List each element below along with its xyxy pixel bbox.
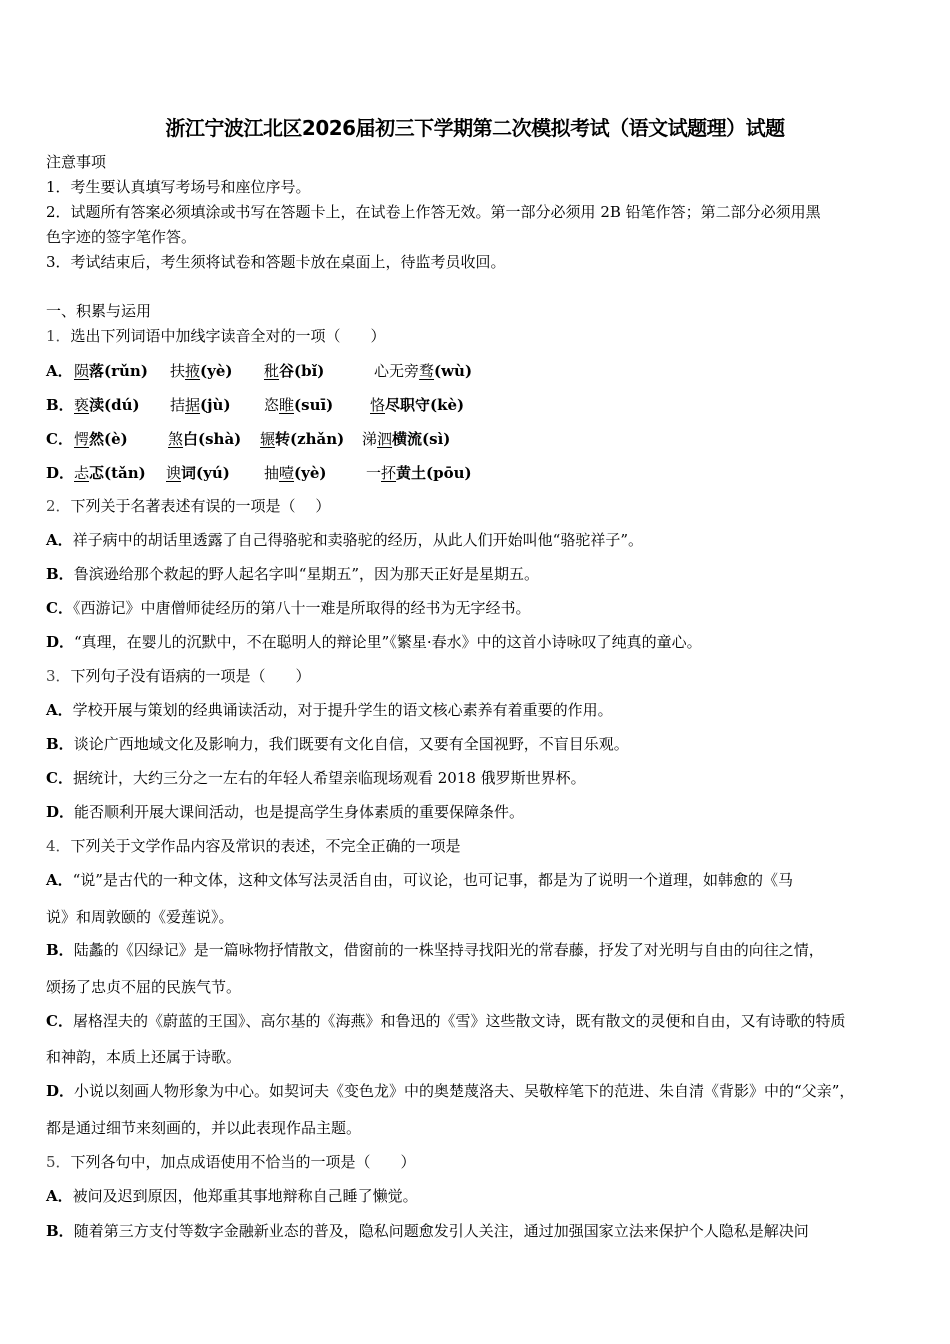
word-pinyin: 扶掖(yè)	[170, 362, 233, 380]
question-3	[46, 666, 311, 686]
underlined-char: 秕	[264, 362, 280, 380]
option-c: C．据统计，大约三分之一左右的年轻人希望亲临现场观看 2018 俄罗斯世界杯。	[46, 769, 586, 787]
option-label: C．	[46, 430, 73, 448]
question-1	[46, 326, 386, 346]
option-b: B．鲁滨逊给那个救起的野人起名字叫“星期五”，因为那天正好是星期五。	[46, 565, 540, 583]
underlined-char: 煞	[168, 430, 184, 448]
word-pinyin: 谀词(yú)	[166, 464, 230, 482]
word-pinyin: 心无旁骛(wù)	[374, 362, 473, 380]
option-b: B．随着第三方支付等数字金融新业态的普及，隐私问题愈发引人关注，通过加强国家立法来保护个人隐私是解决问	[46, 1222, 809, 1240]
option-d: D．“真理，在婴儿的沉默中，不在聪明人的辩论里”《繁星·春水》中的这首小诗咏叹了纯真的童心。	[46, 633, 702, 651]
notice-item: 色字迹的签字笔作答。	[46, 228, 197, 246]
option-d: D．能否顺利开展大课间活动，也是提高学生身体素质的重要保障条件。	[46, 803, 525, 821]
option-d: D．小说以刻画人物形象为中心。如契诃夫《变色龙》中的奥楚蔑洛夫、吴敬梓笔下的范进、朱自清《背影》中的“父亲”，	[46, 1082, 855, 1100]
option-label: B．	[46, 396, 74, 414]
underlined-char: 据	[185, 396, 201, 414]
question-2	[46, 496, 330, 516]
question-stem: 下列关于名著表述有误的一项是（ ）	[70, 497, 331, 515]
word-pinyin: 一抔黄土(pōu)	[366, 464, 472, 482]
underlined-char: 掖	[185, 362, 201, 380]
underlined-char: 噎	[279, 464, 295, 482]
notice-item: 1．考生要认真填写考场号和座位序号。	[46, 178, 311, 196]
underlined-char: 愕	[74, 430, 90, 448]
page-title: 浙江宁波江北区2026届初三下学期第二次模拟考试（语文试题理）试题	[165, 116, 785, 140]
option-label: A．	[46, 362, 73, 380]
question-number: 1．	[46, 327, 71, 345]
question-number: 2．	[46, 497, 71, 515]
underlined-char: 抔	[381, 464, 397, 482]
word-pinyin: 亵渎(dú)	[74, 396, 140, 414]
option-b: B．谈论广西地域文化及影响力，我们既要有文化自信，又要有全国视野，不盲目乐观。	[46, 735, 629, 753]
option-a-cont: 说》和周敦颐的《爱莲说》。	[46, 908, 234, 926]
question-number: 5．	[46, 1153, 71, 1171]
option-c: C．《西游记》中唐僧师徒经历的第八十一难是所取得的经书为无字经书。	[46, 599, 531, 617]
word-pinyin: 煞白(shà)	[168, 430, 242, 448]
underlined-char: 谀	[166, 464, 182, 482]
underlined-char: 骛	[419, 362, 435, 380]
word-pinyin: 陨落(rǔn)	[74, 362, 148, 380]
underlined-char: 辗	[260, 430, 276, 448]
word-pinyin: 拮据(jù)	[170, 396, 231, 414]
underlined-char: 忐	[74, 464, 90, 482]
word-pinyin: 秕谷(bǐ)	[264, 362, 325, 380]
option-a: A．祥子病中的胡话里透露了自己得骆驼和卖骆驼的经历，从此人们开始叫他“骆驼祥子”。	[46, 531, 643, 549]
option-c-cont: 和神韵，本质上还属于诗歌。	[46, 1048, 242, 1066]
word-pinyin: 忐忑(tǎn)	[74, 464, 146, 482]
underlined-char: 恪	[370, 396, 386, 414]
underlined-char: 陨	[74, 362, 90, 380]
question-number: 4．	[46, 837, 71, 855]
option-d-cont: 都是通过细节来刻画的，并以此表现作品主题。	[46, 1119, 362, 1137]
word-pinyin: 恣睢(suī)	[264, 396, 334, 414]
question-stem: 选出下列词语中加线字读音全对的一项（ ）	[70, 327, 386, 345]
notice-item: 2．试题所有答案必须填涂或书写在答题卡上，在试卷上作答无效。第一部分必须用 2B 铅笔作答；第二部分必须用黑	[46, 203, 821, 221]
word-pinyin: 恪尽职守(kè)	[370, 396, 465, 414]
option-label: D．	[46, 464, 75, 482]
underlined-char: 亵	[74, 396, 90, 414]
option-b-cont: 颂扬了忠贞不屈的民族气节。	[46, 978, 242, 996]
word-pinyin: 抽噎(yè)	[264, 464, 327, 482]
notice-item: 3．考试结束后，考生须将试卷和答题卡放在桌面上，待监考员收回。	[46, 253, 506, 271]
underlined-char: 泗	[377, 430, 393, 448]
underlined-char: 睢	[279, 396, 295, 414]
option-a: A．“说”是古代的一种文体，这种文体写法灵活自由，可议论，也可记事，都是为了说明一个道理，如韩愈的《马	[46, 871, 793, 889]
option-a: A．学校开展与策划的经典诵读活动，对于提升学生的语文核心素养有着重要的作用。	[46, 701, 613, 719]
option-b: B．陆蠡的《囚绿记》是一篇咏物抒情散文，借窗前的一株坚持寻找阳光的常春藤，抒发了对光明与自由的向往之情，	[46, 941, 824, 959]
section-heading: 一、积累与运用	[46, 302, 152, 320]
question-5	[46, 1152, 416, 1172]
question-stem: 下列各句中，加点成语使用不恰当的一项是（ ）	[70, 1153, 416, 1171]
word-pinyin: 涕泗横流(sì)	[362, 430, 451, 448]
word-pinyin: 辗转(zhǎn)	[260, 430, 345, 448]
question-4	[46, 836, 461, 856]
word-pinyin: 愕然(è)	[74, 430, 128, 448]
option-c: C．屠格涅夫的《蔚蓝的王国》、高尔基的《海燕》和鲁迅的《雪》这些散文诗，既有散文的灵便和自由，又有诗歌的特质	[46, 1012, 846, 1030]
question-stem: 下列句子没有语病的一项是（ ）	[70, 667, 311, 685]
notice-heading: 注意事项	[46, 153, 107, 171]
question-stem: 下列关于文学作品内容及常识的表述，不完全正确的一项是	[70, 837, 461, 855]
option-a: A．被问及迟到原因，他郑重其事地辩称自己睡了懒觉。	[46, 1187, 418, 1205]
question-number: 3．	[46, 667, 71, 685]
